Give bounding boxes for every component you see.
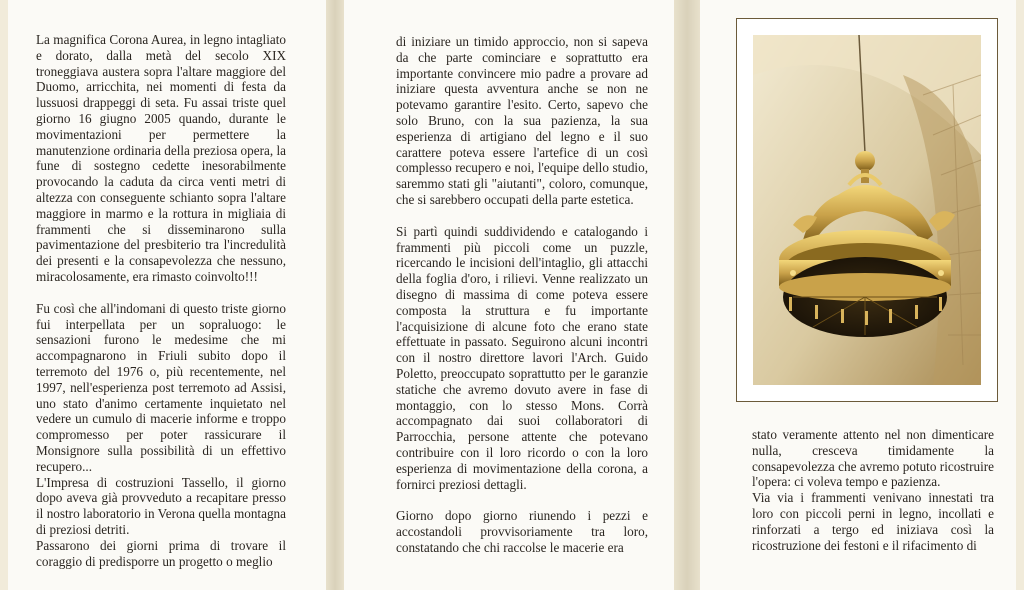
paragraph: Via via i frammenti venivano innestati tra loro con piccoli perni in legno, incollati e rinforzati a tergo ed iniziava così la ricostruzione dei festoni e il rifacimento di — [752, 490, 994, 553]
text-column-3 — [752, 427, 994, 553]
paragraph: stato veramente attento nel non dimenticare nulla, cresceva timidamente la consapevolezza che avremo potuto ricostruire l'opera: ci voleva tempo e pazienza. — [752, 427, 994, 490]
paragraph: di iniziare un timido approccio, non si sapeva da che parte cominciare e soprattutto era importante convincere mio padre a provare ad iniziare questa avventura anche se non ne potevamo garantire l'esito. Certo, sapevo che solo Bruno, con la sua pazienza, la sua esperienza di artigiano del legno e il suo carattere poteva essere l'artefice di un così complesso recupero e noi, l'equipe dello studio, saremmo stati gli "aiutanti", coloro, comunque, che si sarebbero occupati della parte estetica. — [396, 34, 648, 207]
page-panel-right — [700, 0, 1016, 590]
page-panel-left — [8, 0, 326, 590]
paragraph: Giorno dopo giorno riunendo i pezzi e accostandoli provvisoriamente tra loro, constatando che chi raccolse le macerie era — [396, 508, 648, 555]
text-column-1 — [36, 32, 286, 569]
photo-frame — [736, 18, 998, 402]
text-column-2 — [396, 34, 648, 556]
paragraph: Passarono dei giorni prima di trovare il coraggio di predisporre un progetto o meglio — [36, 537, 286, 569]
paragraph: Fu così che all'indomani di questo triste giorno fui interpellata per un sopraluogo: le sensazioni furono le medesime che mi accompagnarono in Friuli subito dopo il terremoto del 1976 o, più recentemente, nel 1997, nell'esperienza post terremoto ad Assisi, uno stato d'animo certamente inquietato nel vedere un cumulo di macerie informe e troppo compromesso per poter rassicurare il Monsignore sulla possibilità di un effettivo recupero... — [36, 300, 286, 474]
paragraph: Si partì quindi suddividendo e catalogando i frammenti più piccoli come un puzzle, ricercando le incisioni dell'intaglio, gli attacchi della foglia d'oro, i rilievi. Venne realizzato un disegno di massima di come poteva essere composta la struttura e fu importante l'acquisizione di alcune foto che erano state effettuate in passato. Seguirono alcuni incontri con il nostro direttore lavori l'Arch. Guido Poletto, preoccupato soprattutto per le garanzie statiche che avremo dovuto avere in fase di montaggio, con lo stesso Mons. Corrà accompagnato dai suoi collaboratori di Parrocchia, persone attente che potevano contribuire con il loro ricordo o con la loro esperienza di movimentazione della corona, a fornirci preziosi dettagli. — [396, 223, 648, 492]
corona-aurea-photo — [753, 35, 981, 385]
paragraph: L'Impresa di costruzioni Tassello, il giorno dopo aveva già provveduto a recapitare presso il nostro laboratorio in Verona quella montagna di preziosi detriti. — [36, 474, 286, 537]
paragraph: La magnifica Corona Aurea, in legno intagliato e dorato, dalla metà del secolo XIX troneggiava austera sopra l'altare maggiore del Duomo, arricchita, nei momenti di festa da lussuosi drappeggi di seta. Fu assai triste quel giorno 16 giugno 2005 quando, durante le movimentazioni per permettere la manutenzione ordinaria della preziosa opera, la fune di sostegno cedette inesorabilmente provocando la caduta da circa venti metri di altezza con conseguente schianto sopra l'altare maggiore in marmo e la rottura in migliaia di frammenti che si disseminarono sulla pavimentazione del presbiterio tra l'incredulità dei presenti e la consapevolezza che nessuno, miracolosamente, era rimasto coinvolto!!! — [36, 32, 286, 284]
page-fold — [326, 0, 344, 590]
page-fold — [674, 0, 700, 590]
page-panel-middle — [344, 0, 674, 590]
